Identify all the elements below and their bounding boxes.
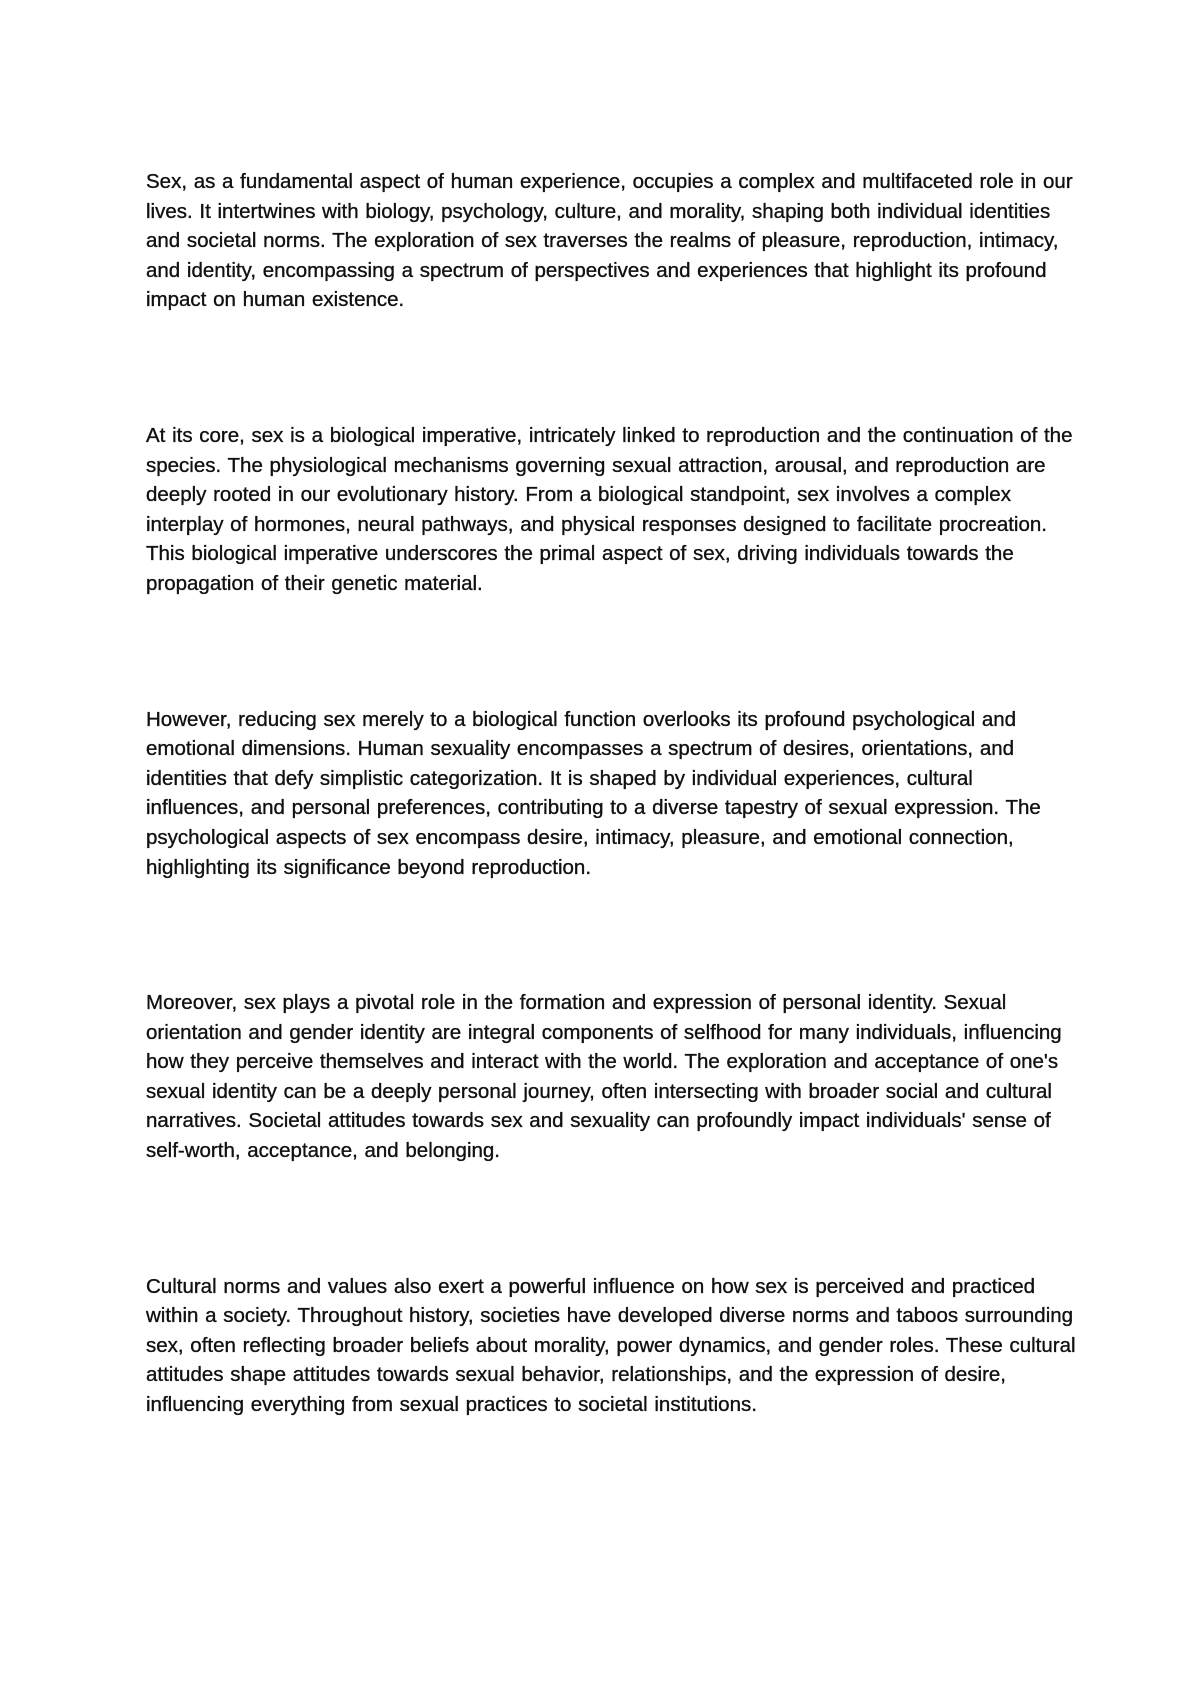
paragraph-culture: Cultural norms and values also exert a powerful influence on how sex is perceived and practiced within a society. Throughout history, societies have developed diverse norms and taboos surrounding sex, often reflecting broader beliefs about morality, power dynamics, and gender roles. These cultural attitudes shape attitudes towards sexual behavior, relationships, and the expression of desire, influencing everything from sexual practices to societal institutions. <box>146 1274 1076 1417</box>
paragraph-intro: Sex, as a fundamental aspect of human experience, occupies a complex and multifaceted role in our lives. It intertwines with biology, psychology, culture, and morality, shaping both individual identities and societal norms. The exploration of sex traverses the realms of pleasure, reproduction, intimacy, and identity, encompassing a spectrum of perspectives and experiences that highlight its profound impact on human existence. <box>146 170 1073 312</box>
paragraph-biology: At its core, sex is a biological imperative, intricately linked to reproduction and the continuation of the species. The physiological mechanisms governing sexual attraction, arousal, and reproduction are deeply rooted in our evolutionary history. From a biological standpoint, sex involves a complex interplay of hormones, neural pathways, and physical responses designed to facilitate procreation. This biological imperative underscores the primal aspect of sex, driving individuals towards the propagation of their genetic material. <box>146 423 1073 595</box>
paragraph-psychology: However, reducing sex merely to a biological function overlooks its profound psychological and emotional dimensions. Human sexuality encompasses a spectrum of desires, orientations, and identities that defy simplistic categorization. It is shaped by individual experiences, cultural influences, and personal preferences, contributing to a diverse tapestry of sexual expression. The psychological aspects of sex encompass desire, intimacy, pleasure, and emotional connection, highlighting its significance beyond reproduction. <box>146 707 1041 879</box>
paragraph-identity: Moreover, sex plays a pivotal role in the formation and expression of personal identity. Sexual orientation and gender identity are integral components of selfhood for many individuals, influencing how they perceive themselves and interact with the world. The exploration and acceptance of one's sexual identity can be a deeply personal journey, often intersecting with broader social and cultural narratives. Societal attitudes towards sex and sexuality can profoundly impact individuals' sense of self-worth, acceptance, and belonging. <box>146 991 1062 1163</box>
document-body <box>146 167 1076 1420</box>
